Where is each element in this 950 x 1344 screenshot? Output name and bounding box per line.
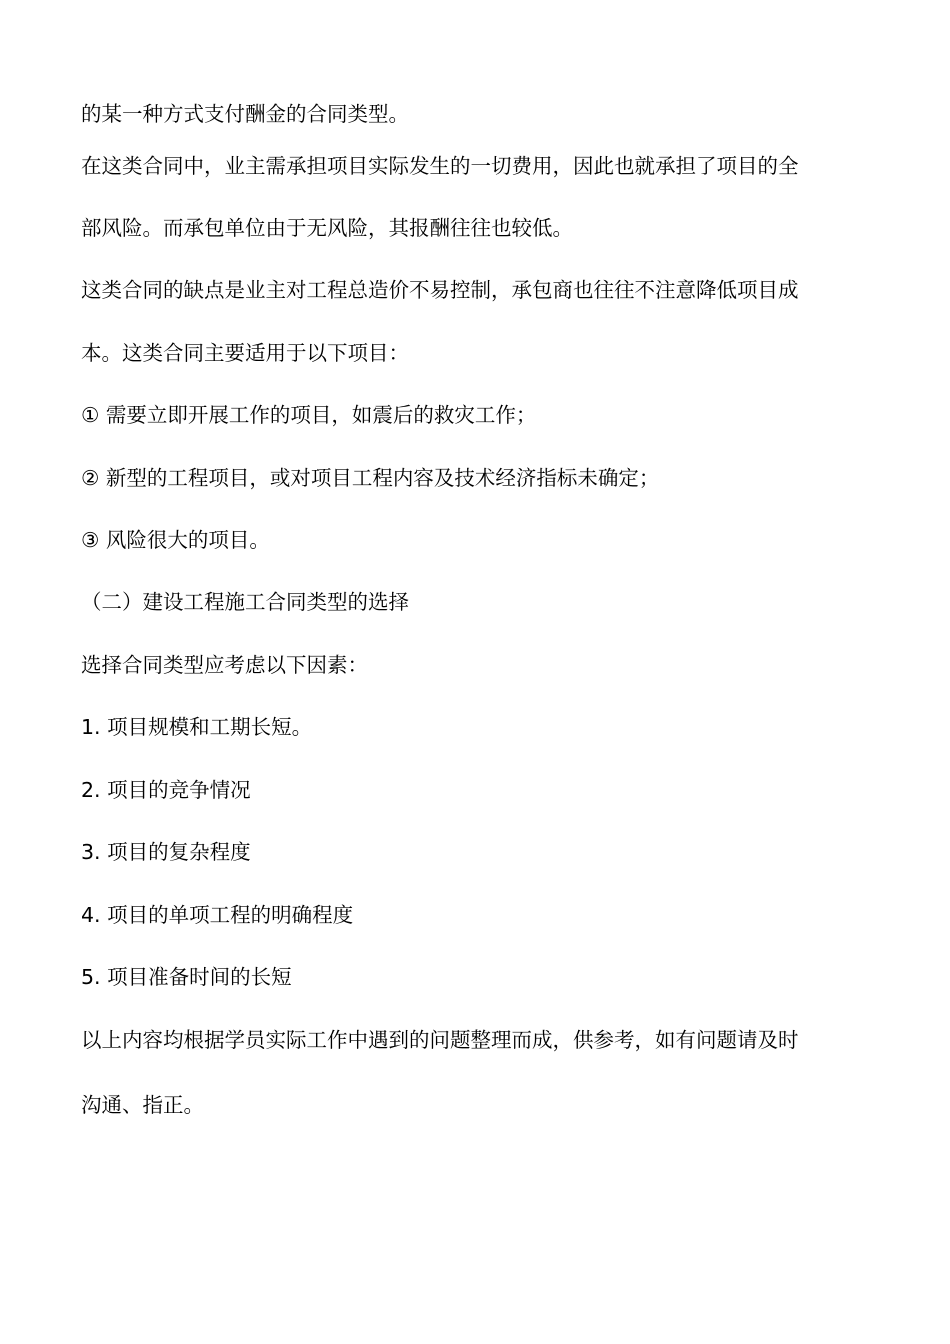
list-item: 1. 项目规模和工期长短。 (81, 715, 313, 739)
section-heading: （二）建设工程施工合同类型的选择 (81, 590, 409, 614)
paragraph-line: 这类合同的缺点是业主对工程总造价不易控制，承包商也往往不注意降低项目成 (81, 278, 799, 302)
list-item: 4. 项目的单项工程的明确程度 (81, 903, 354, 927)
paragraph-line: 在这类合同中，业主需承担项目实际发生的一切费用，因此也就承担了项目的全 (81, 154, 799, 178)
paragraph-line: 的某一种方式支付酬金的合同类型。 (81, 102, 409, 126)
list-item: ③ 风险很大的项目。 (81, 528, 270, 552)
paragraph-line: 以上内容均根据学员实际工作中遇到的问题整理而成，供参考，如有问题请及时 (81, 1028, 799, 1052)
paragraph-line: 部风险。而承包单位由于无风险，其报酬往往也较低。 (81, 216, 573, 240)
paragraph-line: 沟通、指正。 (81, 1093, 204, 1117)
list-item: 2. 项目的竞争情况 (81, 778, 251, 802)
list-item: 5. 项目准备时间的长短 (81, 965, 292, 989)
paragraph-line: 本。这类合同主要适用于以下项目： (81, 341, 409, 365)
list-item: ② 新型的工程项目，或对项目工程内容及技术经济指标未确定； (81, 466, 660, 490)
list-item: ① 需要立即开展工作的项目，如震后的救灾工作； (81, 403, 537, 427)
list-item: 3. 项目的复杂程度 (81, 840, 251, 864)
paragraph-line: 选择合同类型应考虑以下因素： (81, 653, 368, 677)
